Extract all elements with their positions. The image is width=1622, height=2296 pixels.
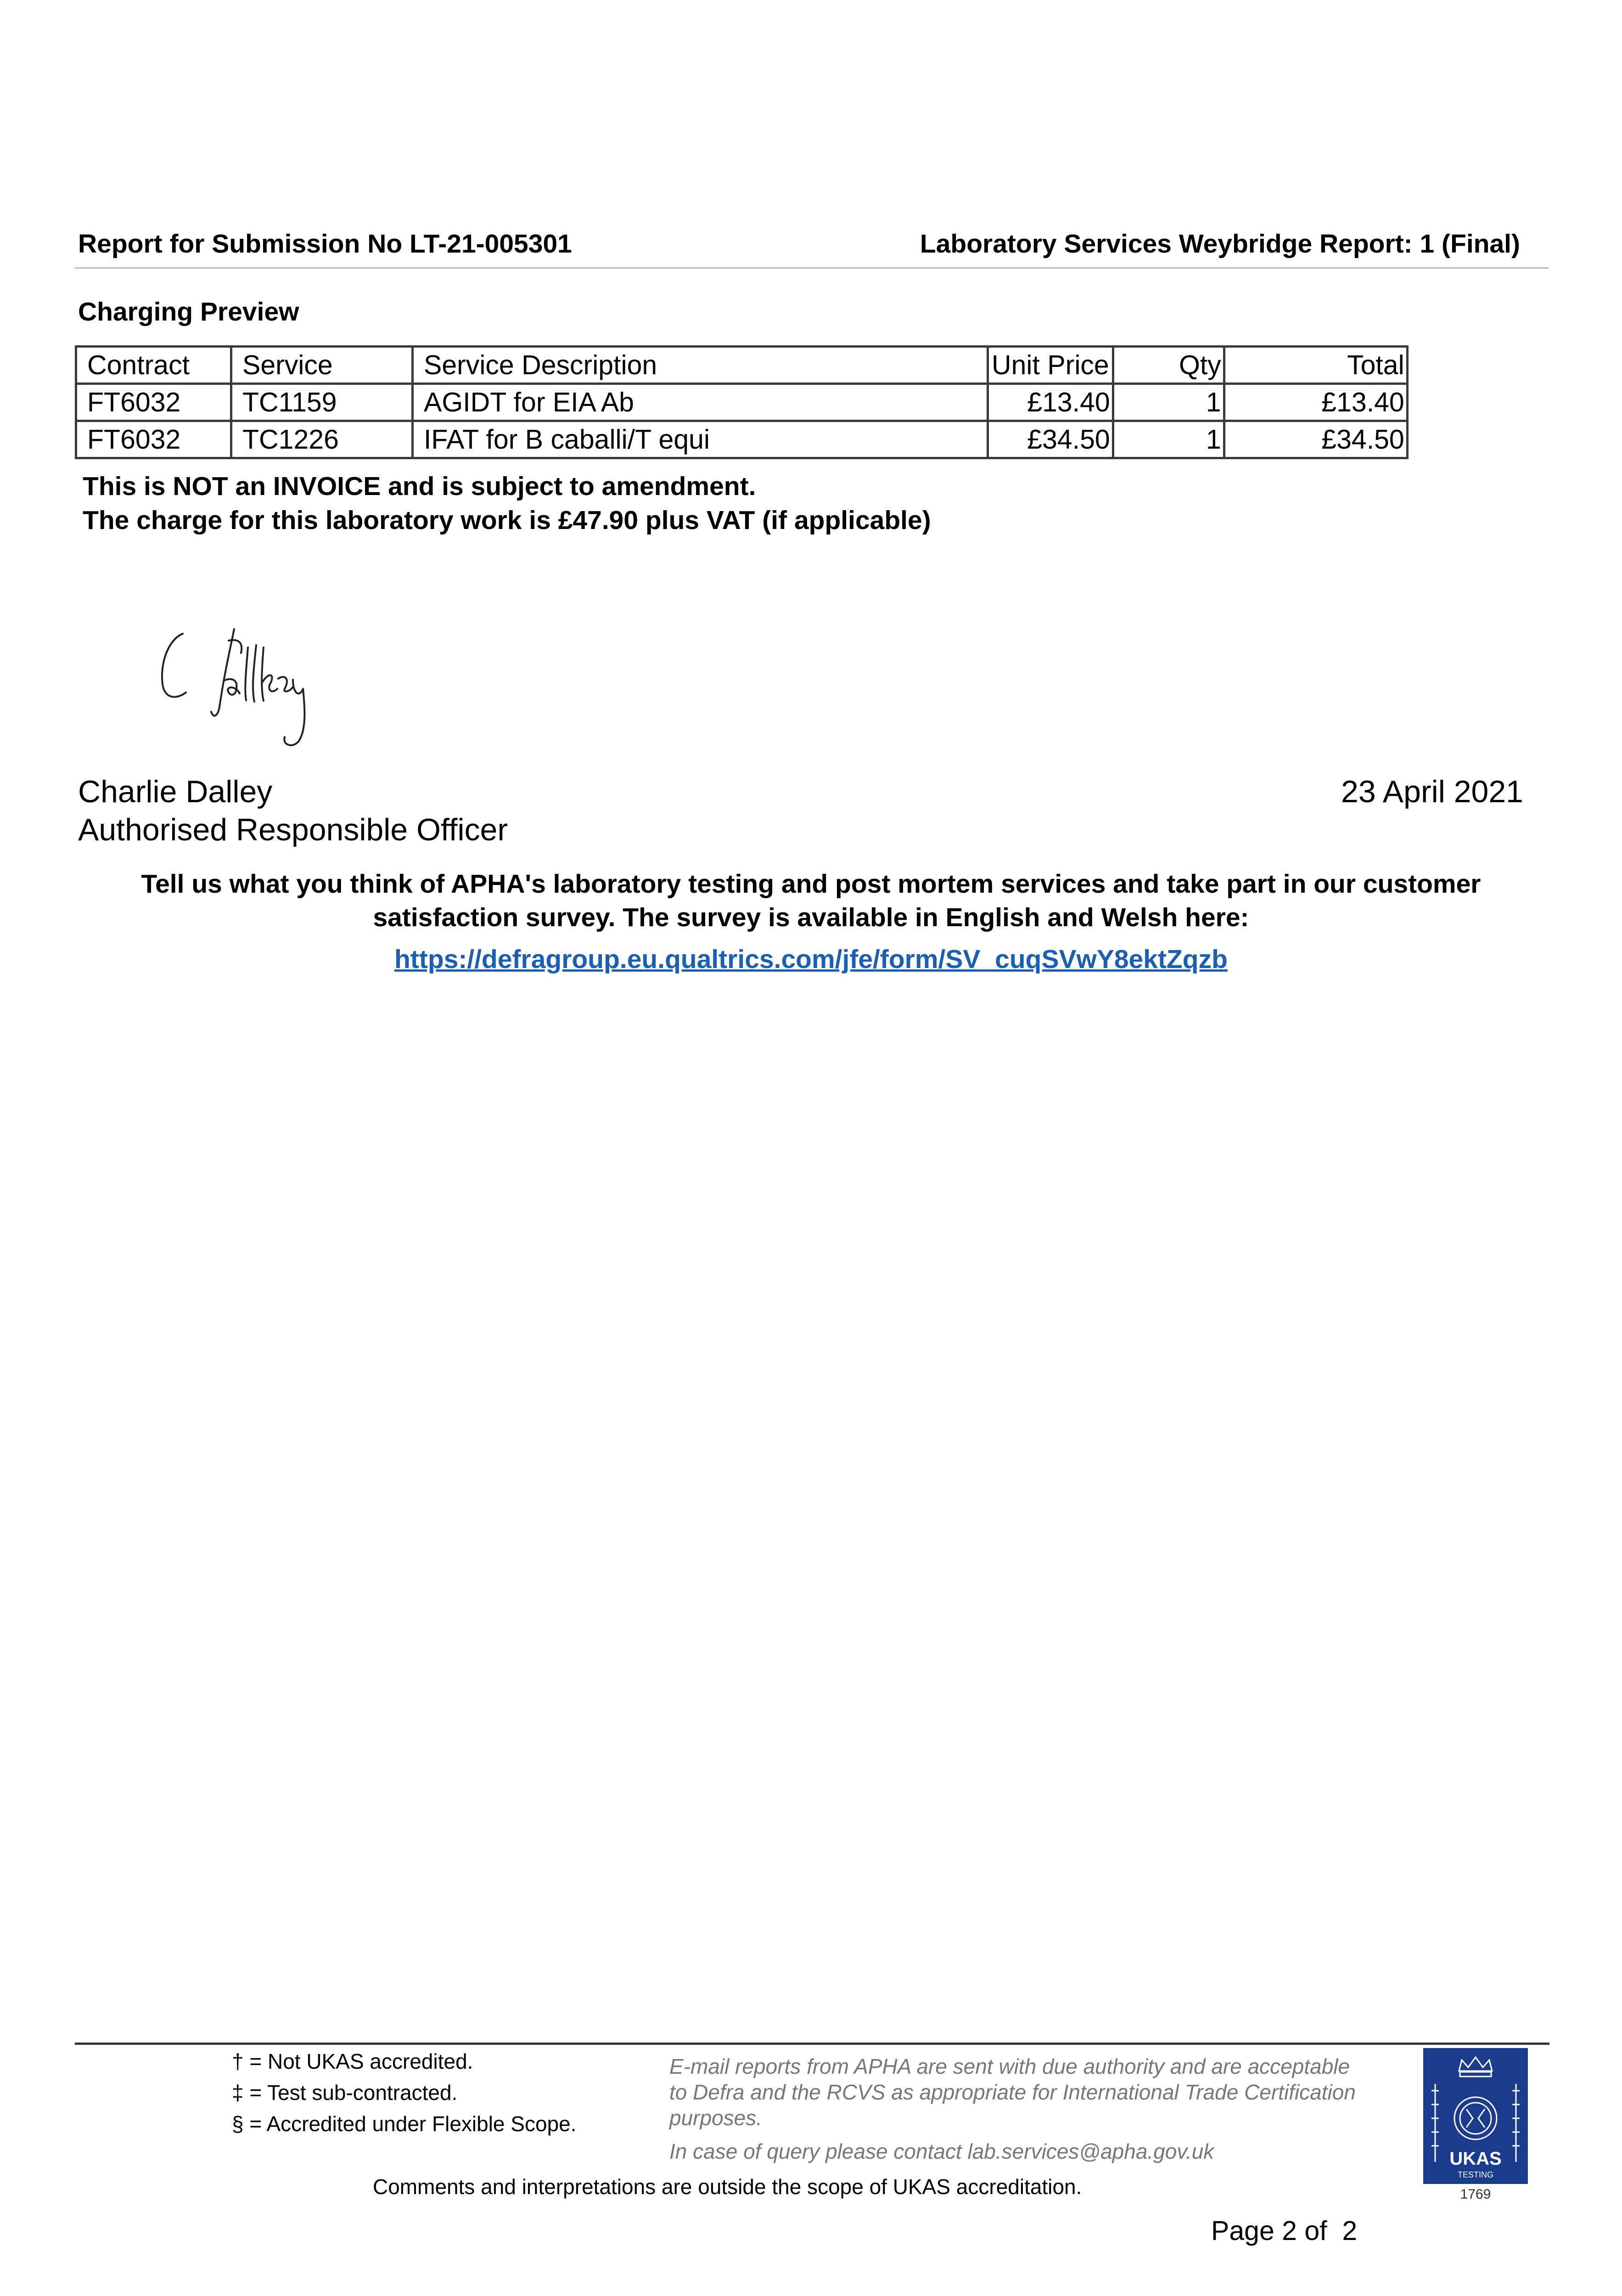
cell-description: IFAT for B caballi/T equi: [413, 421, 988, 458]
column-header-total: Total: [1224, 347, 1407, 384]
charging-table: [75, 345, 1409, 459]
cell-total: £34.50: [1224, 421, 1407, 458]
cell-qty: 1: [1113, 421, 1224, 458]
footer-divider: [75, 2043, 1549, 2045]
cell-description: AGIDT for EIA Ab: [413, 384, 988, 421]
signatory-role: Authorised Responsible Officer: [78, 812, 508, 847]
table-header-row: [76, 347, 1408, 384]
column-header-description: Service Description: [413, 347, 988, 384]
signature-date: 23 April 2021: [1341, 774, 1523, 809]
survey-prompt-line-1: Tell us what you think of APHA's laboratory testing and post mortem services and take part in our customer: [141, 869, 1481, 899]
legend-sub-contracted: ‡ = Test sub-contracted.: [232, 2081, 458, 2105]
column-header-unit-price: Unit Price: [988, 347, 1113, 384]
not-invoice-notice: This is NOT an INVOICE and is subject to amendment.: [83, 472, 756, 501]
cell-unit-price: £13.40: [988, 384, 1113, 421]
column-header-service: Service: [231, 347, 413, 384]
ukas-logo-text: UKAS: [1449, 2149, 1502, 2169]
ukas-testing-logo: [1422, 2047, 1529, 2208]
legend-flexible-scope: § = Accredited under Flexible Scope.: [232, 2112, 577, 2136]
header-divider: [75, 267, 1549, 269]
cell-service: TC1226: [231, 421, 413, 458]
ukas-scope-note: Comments and interpretations are outside the scope of UKAS accreditation.: [373, 2175, 1082, 2199]
table-row: [76, 384, 1408, 421]
column-header-contract: Contract: [76, 347, 231, 384]
signatory-name: Charlie Dalley: [78, 774, 273, 809]
query-contact: In case of query please contact lab.services@apha.gov.uk: [669, 2139, 1214, 2163]
column-header-qty: Qty: [1113, 347, 1224, 384]
cell-contract: FT6032: [76, 421, 231, 458]
email-disclaimer: E-mail reports from APHA are sent with due authority and are acceptable to Defra and the RCVS as appropriate for International Trade Certification purposes.: [669, 2054, 1356, 2130]
table-row: [76, 421, 1408, 458]
report-submission-title: Report for Submission No LT-21-005301: [78, 229, 572, 259]
cell-unit-price: £34.50: [988, 421, 1113, 458]
survey-link[interactable]: https://defragroup.eu.qualtrics.com/jfe/form/SV_cuqSVwY8ektZqzb: [394, 945, 1228, 974]
ukas-logo-subtext: TESTING: [1457, 2170, 1494, 2179]
handwritten-signature: [147, 620, 321, 758]
cell-service: TC1159: [231, 384, 413, 421]
cell-total: £13.40: [1224, 384, 1407, 421]
charging-preview-heading: Charging Preview: [78, 297, 299, 326]
cell-qty: 1: [1113, 384, 1224, 421]
cell-contract: FT6032: [76, 384, 231, 421]
legend-not-accredited: † = Not UKAS accredited.: [232, 2049, 473, 2073]
ukas-accreditation-number: 1769: [1460, 2187, 1491, 2202]
survey-prompt-line-2: satisfaction survey. The survey is available in English and Welsh here:: [373, 903, 1249, 932]
report-lab-title: Laboratory Services Weybridge Report: 1 (Final): [920, 229, 1520, 259]
page-number: Page 2 of 2: [1211, 2216, 1358, 2246]
charge-total-notice: The charge for this laboratory work is £47.90 plus VAT (if applicable): [83, 506, 931, 535]
